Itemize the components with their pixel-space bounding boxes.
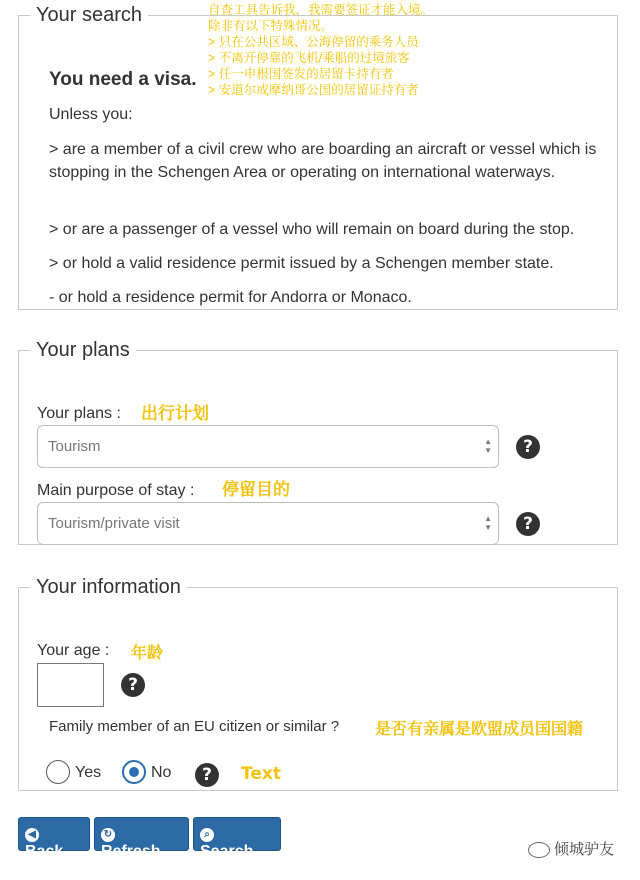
section-legend: Your information bbox=[36, 576, 181, 598]
information-section bbox=[18, 576, 618, 791]
age-label: Your age : bbox=[37, 642, 110, 659]
section-legend: Your search bbox=[36, 4, 142, 26]
refresh-button[interactable] bbox=[94, 817, 189, 860]
family-help-icon[interactable]: ? bbox=[195, 763, 219, 787]
visa-result-title: You need a visa. bbox=[49, 69, 197, 90]
search-button[interactable] bbox=[193, 817, 281, 860]
age-help-icon[interactable]: ? bbox=[121, 673, 145, 697]
annotation-line: 自查工具告诉我，我需要签证才能入境。 bbox=[208, 3, 434, 17]
yes-label[interactable]: Yes bbox=[75, 764, 102, 781]
yes-radio[interactable] bbox=[46, 760, 70, 784]
annotation-line: > 只在公共区域、公海停留的乘务人员 bbox=[208, 35, 419, 49]
arrow-left-icon: ◀ bbox=[25, 828, 39, 842]
plans-help-icon[interactable]: ? bbox=[516, 435, 540, 459]
watermark-text: 倾城驴友 bbox=[554, 841, 615, 858]
text-annotation: Text bbox=[241, 764, 281, 784]
select-arrows-icon: ▲ ▼ bbox=[484, 437, 492, 455]
search-button-label: Search bbox=[200, 843, 254, 860]
section-legend: Your plans bbox=[36, 339, 130, 361]
purpose-selected-value: Tourism/private visit bbox=[48, 515, 180, 532]
purpose-annotation: 停留目的 bbox=[222, 480, 290, 500]
annotation-line: 除非有以下特殊情况。 bbox=[208, 19, 334, 33]
annotation-line: > 安道尔或摩纳哥公国的居留证持有者 bbox=[208, 83, 419, 97]
purpose-label: Main purpose of stay : bbox=[37, 482, 195, 499]
age-input[interactable] bbox=[37, 663, 104, 707]
purpose-select[interactable] bbox=[37, 502, 499, 545]
age-annotation: 年龄 bbox=[131, 643, 164, 662]
refresh-icon: ↻ bbox=[101, 828, 115, 842]
select-arrows-icon: ▲ ▼ bbox=[484, 514, 492, 532]
no-label[interactable]: No bbox=[151, 764, 172, 781]
plans-label: Your plans : bbox=[37, 405, 121, 422]
condition-item: > or hold a valid residence permit issued by a Schengen member state. bbox=[49, 255, 554, 272]
search-result-section bbox=[18, 4, 618, 310]
family-annotation: 是否有亲属是欧盟成员国国籍 bbox=[375, 719, 584, 738]
plans-selected-value: Tourism bbox=[48, 438, 101, 455]
plans-section bbox=[18, 339, 618, 545]
condition-item: > or are a passenger of a vessel who will remain on board during the stop. bbox=[49, 221, 575, 238]
annotation-line: > 任一申根国签发的居留卡持有者 bbox=[208, 67, 394, 81]
no-radio[interactable] bbox=[122, 760, 146, 784]
back-button-label: Back bbox=[25, 843, 64, 860]
condition-item: > are a member of a civil crew who are boarding an aircraft or vessel which is stopping in the Schengen Area or operating on international waterways. bbox=[49, 141, 597, 181]
refresh-button-label: Refresh bbox=[101, 843, 161, 860]
condition-item: - or hold a residence permit for Andorra or Monaco. bbox=[49, 289, 412, 306]
annotation-line: > 不离开停靠的飞机/乘船的过境旅客 bbox=[208, 51, 410, 65]
wechat-logo-icon bbox=[528, 842, 550, 858]
back-button[interactable] bbox=[18, 817, 90, 860]
family-member-label: Family member of an EU citizen or similar ? bbox=[49, 718, 340, 735]
unless-label: Unless you: bbox=[49, 106, 133, 123]
purpose-help-icon[interactable]: ? bbox=[516, 512, 540, 536]
plans-select[interactable] bbox=[37, 425, 499, 468]
plans-annotation: 出行计划 bbox=[141, 404, 209, 424]
search-icon: ⌕ bbox=[200, 828, 214, 842]
